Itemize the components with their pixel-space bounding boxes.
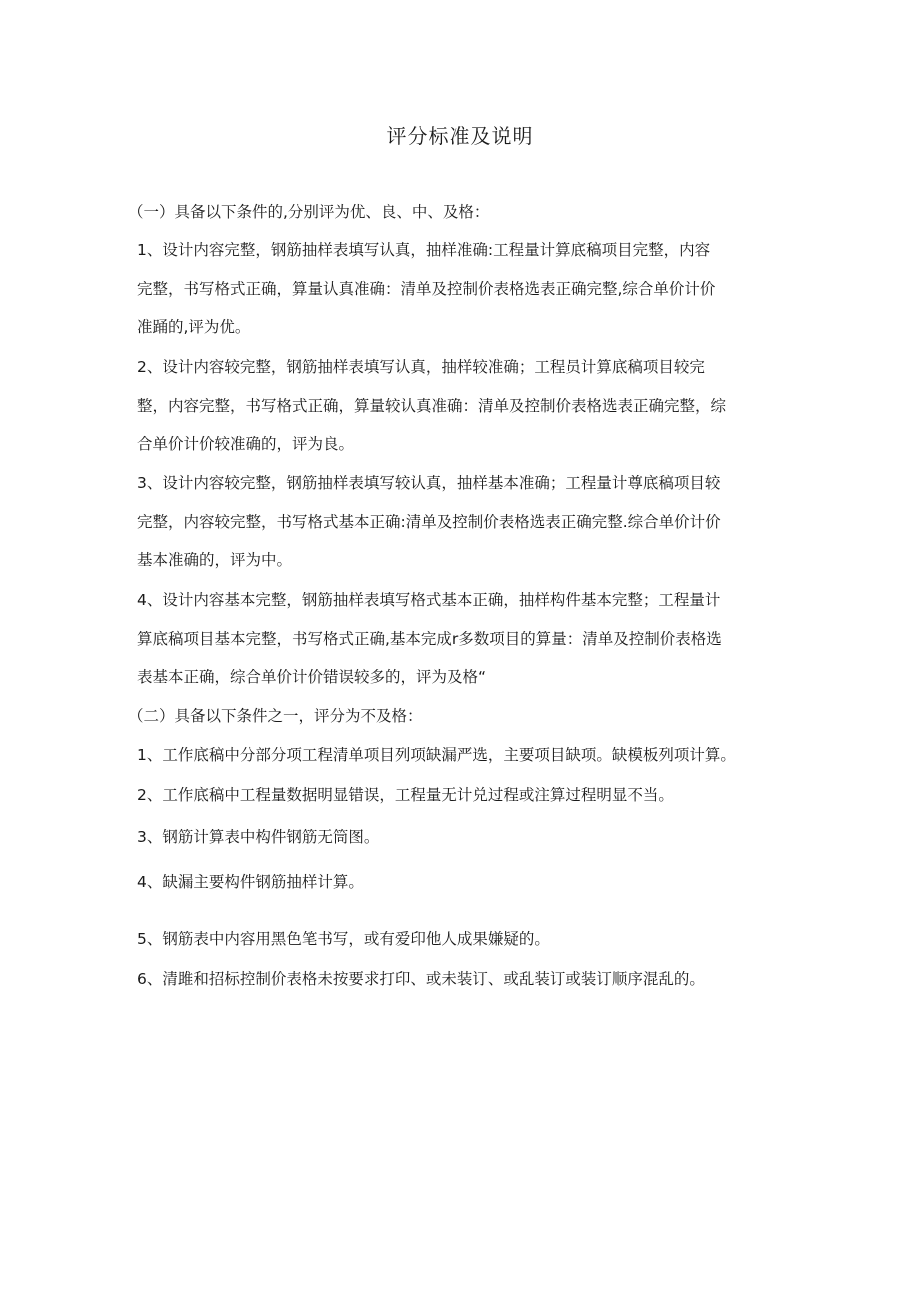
section1-item1-line2: 完整，书写格式正确，算量认真准确：清单及控制价表格选表正确完整,综合单价计价 [137,280,716,298]
section1-item1-line1: 1、设计内容完整，钢筋抽样表填写认真，抽样准确:工程量计算底稿项目完整，内容 [137,241,711,259]
section2-item4: 4、缺漏主要构件钢筋抽样计算。 [137,873,364,891]
section2-heading: （二）具备以下条件之一，评分为不及格： [128,707,423,725]
section2-item3: 3、钢筋计算表中构件钢筋无筒图。 [137,828,380,846]
section1-item1-line3: 准踊的,评为优。 [137,318,251,336]
section2-item1: 1、工作底稿中分部分项工程清单项目列项缺漏严选，主要项目缺项。缺模板列项计算。 [137,746,736,764]
section1-heading: （一）具备以下条件的,分别评为优、良、中、及格： [128,203,490,221]
section1-item3-line1: 3、设计内容较完整，钢筋抽样表填写较认真，抽样基本准确；工程量计尊底稿项目较 [137,474,721,492]
section2-item5: 5、钢筋表中内容用黑色笔书写，或有爱印他人成果嫌疑的。 [137,930,550,948]
section1-item2-line1: 2、设计内容较完整，钢筋抽样表填写认真，抽样较准确；工程员计算底稿项目较完 [137,358,705,376]
section1-item4-line1: 4、设计内容基本完整，钢筋抽样表填写格式基本正确，抽样构件基本完整；工程量计 [137,591,721,609]
page-title: 评分标准及说明 [386,124,534,148]
section1-item4-line3: 表基本正确，综合单价计价错误较多的，评为及格“ [137,668,487,686]
section1-item4-line2: 算底稿项目基本完整，书写格式正确,基本完成r多数项目的算量：清单及控制价表格选 [137,630,722,648]
section1-item3-line2: 完整，内容较完整，书写格式基本正确:清单及控制价表格选表正确完整.综合单价计价 [137,513,721,531]
section2-item2: 2、工作底稿中工程量数据明显错误，工程量无计兑过程或注算过程明显不当。 [137,786,674,804]
section2-item6: 6、清雎和招标控制价表格未按要求打印、或未装订、或乱装订或装订顺序混乱的。 [137,970,705,988]
section1-item3-line3: 基本准确的，评为中。 [137,551,293,569]
section1-item2-line3: 合单价计价较准确的，评为良。 [137,435,355,453]
section1-item2-line2: 整，内容完整，书写格式正确，算量较认真准确：清单及控制价表格选表正确完整，综 [137,397,727,415]
